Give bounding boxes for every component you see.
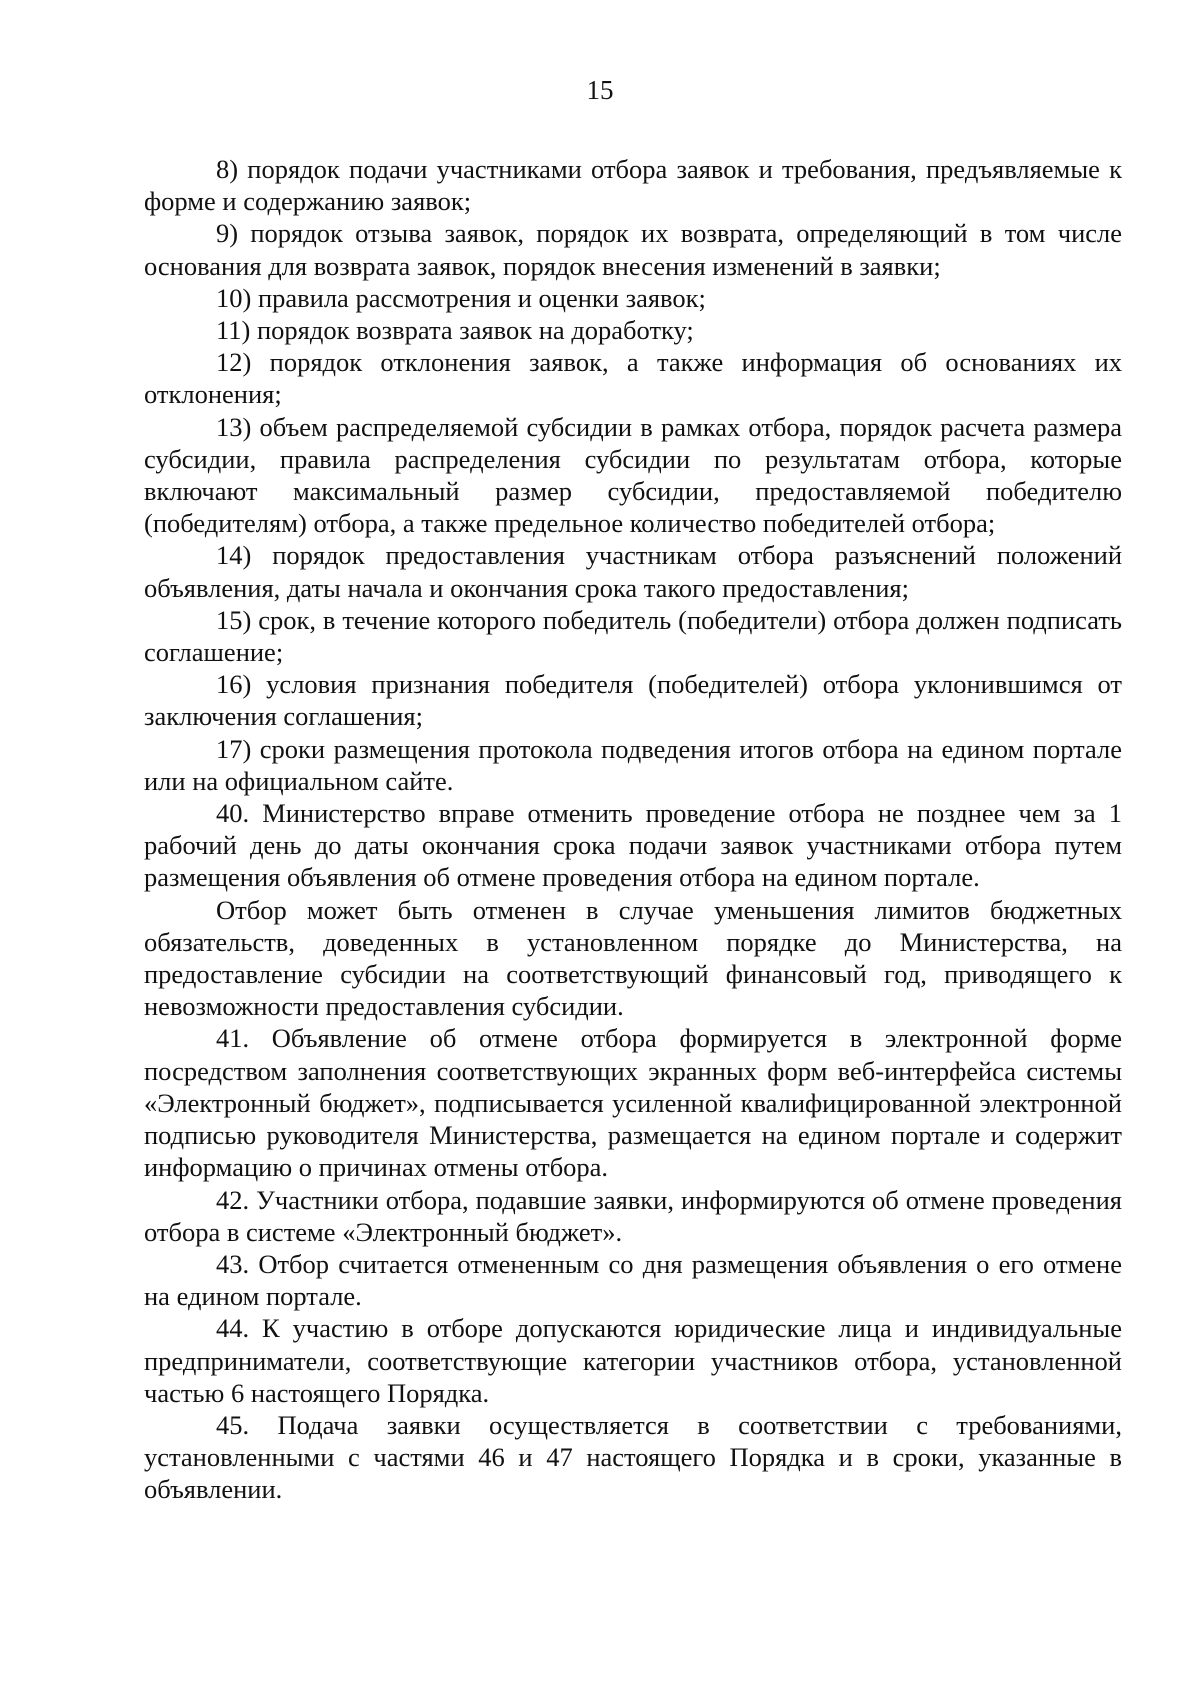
paragraph-section-42: 42. Участники отбора, подавшие заявки, информируются об отмене проведения отбора в системе «Электронный бюджет».: [144, 1184, 1122, 1247]
paragraph-section-40: 40. Министерство вправе отменить проведение отбора не позднее чем за 1 рабочий день до даты окончания срока подачи заявок участниками отбора путем размещения объявления об отмене проведения отбора на едином портале.: [144, 798, 1122, 893]
paragraph-item-16: 16) условия признания победителя (победителей) отбора уклонившимся от заключения соглашения;: [144, 669, 1122, 732]
paragraph-item-12: 12) порядок отклонения заявок, а также информация об основаниях их отклонения;: [144, 347, 1122, 410]
paragraph-section-43: 43. Отбор считается отмененным со дня размещения объявления о его отмене на едином портале.: [144, 1248, 1122, 1312]
document-body: [144, 153, 1122, 1506]
paragraph-item-14: 14) порядок предоставления участникам отбора разъяснений положений объявления, даты начала и окончания срока такого предоставления;: [144, 540, 1122, 603]
paragraph-section-45: 45. Подача заявки осуществляется в соответствии с требованиями, установленными с частями 46 и 47 настоящего Порядка и в сроки, указанные в объявлении.: [144, 1409, 1122, 1505]
paragraph-section-44: 44. К участию в отборе допускаются юридические лица и индивидуальные предприниматели, соответствующие категории участников отбора, установленной частью 6 настоящего Порядка.: [144, 1313, 1122, 1408]
paragraph-item-10: 10) правила рассмотрения и оценки заявок;: [216, 282, 706, 313]
paragraph-item-11: 11) порядок возврата заявок на доработку;: [216, 315, 694, 346]
page-number: 15: [586, 75, 614, 105]
paragraph-item-17: 17) сроки размещения протокола подведения итогов отбора на едином портале или на официальном сайте.: [144, 733, 1122, 796]
paragraph-section-40-cont: Отбор может быть отменен в случае уменьшения лимитов бюджетных обязательств, доведенных в установленном порядке до Министерства, на предоставление субсидии на соответствующий финансовый год, приводящего к невозможности предоставления субсидии.: [144, 894, 1122, 1022]
paragraph-item-8: 8) порядок подачи участниками отбора заявок и требования, предъявляемые к форме и содержанию заявок;: [144, 154, 1122, 217]
paragraph-item-9: 9) порядок отзыва заявок, порядок их возврата, определяющий в том числе основания для возврата заявок, порядок внесения изменений в заявки;: [144, 218, 1122, 281]
paragraph-item-13: 13) объем распределяемой субсидии в рамках отбора, порядок расчета размера субсидии, правила распределения субсидии по результатам отбора, которые включают максимальный размер субсидии, предоставляемой победителю (победителям) отбора, а также предельное количество победителей отбора;: [144, 411, 1122, 539]
paragraph-item-15: 15) срок, в течение которого победитель (победители) отбора должен подписать соглашение;: [144, 604, 1122, 668]
paragraph-section-41: 41. Объявление об отмене отбора формируется в электронной форме посредством заполнения соответствующих экранных форм веб-интерфейса системы «Электронный бюджет», подписывается усиленной квалифицированной электронной подписью руководителя Министерства, размещается на едином портале и содержит информацию о причинах отмены отбора.: [144, 1023, 1122, 1183]
